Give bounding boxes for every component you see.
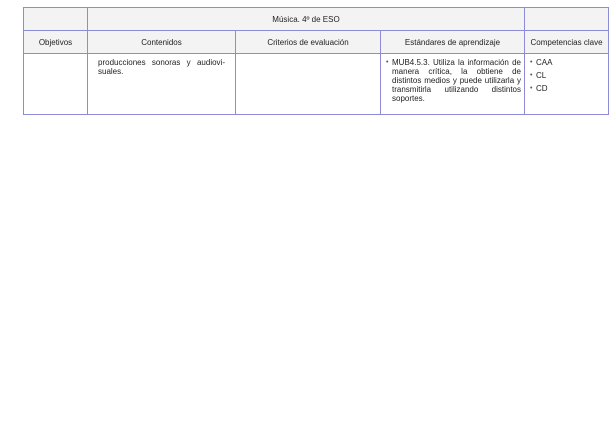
estandar-item: • MUB4.5.3. Utiliza la información de manera crítica, la obtiene de distintos medios y puede utilizarla y transmitirla utilizando distintos soportes. xyxy=(386,58,521,103)
header-competencias: Competencias clave xyxy=(525,31,609,54)
estandares-list xyxy=(381,54,524,103)
cell-estandares xyxy=(381,54,525,115)
table-row xyxy=(24,54,609,115)
competencias-list xyxy=(525,54,608,93)
header-contenidos: Contenidos xyxy=(88,31,236,54)
header-criterios: Criterios de evaluación xyxy=(236,31,381,54)
cell-objetivos xyxy=(24,54,88,115)
cell-competencias xyxy=(525,54,609,115)
curriculum-table xyxy=(23,7,609,115)
header-empty-right xyxy=(525,8,609,31)
header-estandares: Estándares de aprendizaje xyxy=(381,31,525,54)
table-title: Música. 4º de ESO xyxy=(88,8,525,31)
competencia-item: • CAA xyxy=(530,58,605,67)
header-objetivos: Objetivos xyxy=(24,31,88,54)
cell-criterios xyxy=(236,54,381,115)
cell-contenidos xyxy=(88,54,236,115)
competencia-item: • CL xyxy=(530,71,605,80)
competencia-item: • CD xyxy=(530,84,605,93)
header-empty-left xyxy=(24,8,88,31)
contenidos-text: producciones sonoras y audiovi-suales. xyxy=(98,58,225,76)
